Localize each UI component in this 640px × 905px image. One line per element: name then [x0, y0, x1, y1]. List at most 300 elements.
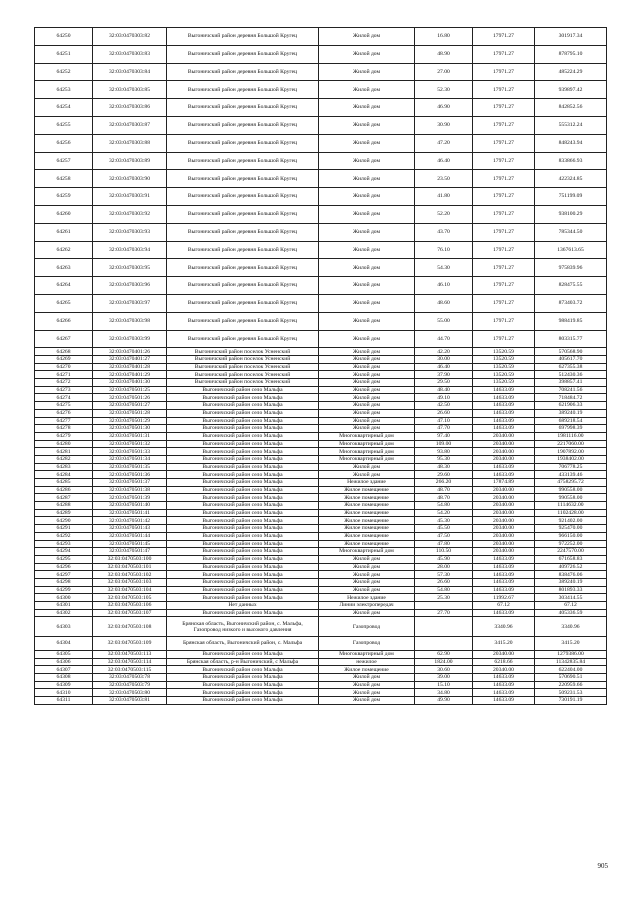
cell-cadastral-value: 1907892.00 [535, 448, 607, 456]
cell-specific-value: 13520.59 [473, 379, 535, 387]
cell-specific-value: 14633.09 [473, 555, 535, 563]
table-row [35, 540, 607, 548]
cell-address: Выгоничский район село Мальфа [167, 463, 319, 471]
cell-address: Выгоничский район село Мальфа [167, 609, 319, 617]
table-row [35, 517, 607, 525]
cell-cadastral-number: 32:03:0470503:101 [93, 563, 167, 571]
cell-specific-value: 14633.09 [473, 402, 535, 410]
table-row [35, 594, 607, 602]
table-row [35, 617, 607, 637]
cell-cadastral-value: 1102428.00 [535, 509, 607, 517]
cell-row-number: 64281 [35, 448, 93, 456]
table-row [35, 223, 607, 241]
cell-area: 47.80 [415, 540, 473, 548]
cell-area: 52.30 [415, 81, 473, 99]
cell-row-number: 64294 [35, 548, 93, 556]
cell-area: 27.00 [415, 63, 473, 81]
cell-area: 46.10 [415, 277, 473, 295]
cell-object-type: Жилой дом [319, 205, 415, 223]
cell-object-type: Жилой дом [319, 259, 415, 277]
table-row [35, 63, 607, 81]
cell-area: 47.20 [415, 134, 473, 152]
table-row [35, 689, 607, 697]
cell-object-type: Линии электропередач [319, 602, 415, 610]
cell-cadastral-value: 405336.59 [535, 609, 607, 617]
cell-cadastral-number: 32:03:0470501:45 [93, 540, 167, 548]
cell-address: Выгоничский район село Мальфа [167, 525, 319, 533]
cell-address: Выгоничский район деревня Большой Кругец [167, 63, 319, 81]
cell-cadastral-value: 801893.33 [535, 586, 607, 594]
cell-cadastral-value: 627355.38 [535, 363, 607, 371]
table-row [35, 471, 607, 479]
cell-cadastral-number: 32:03:0470503:78 [93, 673, 167, 681]
cell-cadastral-value: 422324.85 [535, 170, 607, 188]
cell-cadastral-number: 32:03:0470503:108 [93, 617, 167, 637]
cell-object-type: Жилой дом [319, 417, 415, 425]
cell-address: Брянская область, Выгоничский район, с. Мальфа [167, 636, 319, 650]
cell-cadastral-number: 32:03:0470503:115 [93, 666, 167, 674]
cell-cadastral-value: 622404.00 [535, 666, 607, 674]
cell-object-type: Жилой дом [319, 294, 415, 312]
cell-cadastral-value: 842852.56 [535, 99, 607, 117]
cell-specific-value: 17971.27 [473, 312, 535, 330]
table-row [35, 486, 607, 494]
table-row [35, 673, 607, 681]
cell-specific-value: 20340.00 [473, 494, 535, 502]
cell-cadastral-value: 1114632.00 [535, 502, 607, 510]
cell-address: Выгоничский район село Мальфа [167, 689, 319, 697]
cell-object-type: Жилой дом [319, 363, 415, 371]
table-row [35, 602, 607, 610]
cell-area: 45.30 [415, 517, 473, 525]
table-row [35, 494, 607, 502]
table-row [35, 697, 607, 705]
cell-row-number: 64269 [35, 356, 93, 364]
cell-cadastral-number: 32:03:0470303:98 [93, 312, 167, 330]
table-row [35, 479, 607, 487]
cell-area: 93.80 [415, 448, 473, 456]
cell-cadastral-number: 32:03:0470303:95 [93, 259, 167, 277]
cell-object-type: Жилой дом [319, 63, 415, 81]
cell-area: 34.80 [415, 689, 473, 697]
cell-object-type: Многоквартирный дом [319, 455, 415, 463]
table-row [35, 205, 607, 223]
cell-area [415, 617, 473, 637]
table-row [35, 425, 607, 433]
cell-row-number: 64286 [35, 486, 93, 494]
cell-area: 54.30 [415, 259, 473, 277]
cell-area: 266.20 [415, 479, 473, 487]
cell-address: Выгоничский район село Мальфа [167, 432, 319, 440]
cell-area: 46.40 [415, 363, 473, 371]
table-row [35, 448, 607, 456]
cell-row-number: 64264 [35, 277, 93, 295]
cell-cadastral-number: 32:03:0470303:99 [93, 330, 167, 348]
cell-address: Выгоничский район деревня Большой Кругец [167, 205, 319, 223]
cell-row-number: 64309 [35, 681, 93, 689]
table-row [35, 330, 607, 348]
table-row [35, 363, 607, 371]
cell-cadastral-number: 32:03:0470503:103 [93, 578, 167, 586]
cell-address: Выгоничский район село Мальфа [167, 502, 319, 510]
cell-cadastral-number: 32:03:0470303:92 [93, 205, 167, 223]
cell-object-type: Жилой дом [319, 312, 415, 330]
cell-specific-value: 14633.09 [473, 697, 535, 705]
cell-area: 109.00 [415, 440, 473, 448]
cell-address: Выгоничский район деревня Большой Кругец [167, 99, 319, 117]
cell-object-type: Жилой дом [319, 681, 415, 689]
table-row [35, 152, 607, 170]
cell-cadastral-value: 433139.46 [535, 471, 607, 479]
cell-specific-value: 14633.09 [473, 689, 535, 697]
cell-specific-value: 17971.27 [473, 134, 535, 152]
table-row [35, 578, 607, 586]
cell-address: Выгоничский район село Мальфа [167, 673, 319, 681]
cell-cadastral-value: 803315.77 [535, 330, 607, 348]
cell-address: Выгоничский район поселок Усненский [167, 379, 319, 387]
cell-address: Выгоничский район село Мальфа [167, 532, 319, 540]
table-row [35, 502, 607, 510]
cell-cadastral-value: 220959.66 [535, 681, 607, 689]
table-row [35, 409, 607, 417]
cell-area: 26.60 [415, 409, 473, 417]
cell-specific-value: 14633.09 [473, 409, 535, 417]
cadastral-table [34, 27, 607, 705]
cell-object-type: Жилой дом [319, 425, 415, 433]
cell-cadastral-number: 32:03:0470501:44 [93, 532, 167, 540]
cell-cadastral-value: 512430.36 [535, 371, 607, 379]
table-row [35, 394, 607, 402]
cell-cadastral-value: 828475.55 [535, 277, 607, 295]
cell-cadastral-value: 972252.00 [535, 540, 607, 548]
cell-object-type: Жилой дом [319, 116, 415, 134]
cell-cadastral-number: 32:03:0470303:93 [93, 223, 167, 241]
cell-object-type: Жилой дом [319, 555, 415, 563]
cell-object-type: Жилой дом [319, 152, 415, 170]
cell-object-type: Жилой дом [319, 45, 415, 63]
cell-cadastral-value: 1938402.00 [535, 455, 607, 463]
cell-cadastral-number: 32:03:0470501:39 [93, 494, 167, 502]
cell-address: Выгоничский район село Мальфа [167, 555, 319, 563]
cell-row-number: 64257 [35, 152, 93, 170]
cell-object-type: Нежилое здание [319, 594, 415, 602]
cell-cadastral-number: 32:03:0470303:96 [93, 277, 167, 295]
cell-cadastral-number: 32:03:0470303:84 [93, 63, 167, 81]
cell-address: Выгоничский район село Мальфа [167, 455, 319, 463]
table-row [35, 81, 607, 99]
table-row [35, 379, 607, 387]
cell-row-number: 64296 [35, 563, 93, 571]
cell-area: 27.70 [415, 609, 473, 617]
table-row [35, 116, 607, 134]
cell-specific-value: 17971.27 [473, 223, 535, 241]
cell-specific-value: 14633.09 [473, 578, 535, 586]
cell-address: Выгоничский район село Мальфа [167, 578, 319, 586]
cell-specific-value: 17971.27 [473, 277, 535, 295]
cell-cadastral-number: 32:03:0470503:106 [93, 602, 167, 610]
cell-address: Выгоничский район деревня Большой Кругец [167, 223, 319, 241]
cell-area: 97.40 [415, 432, 473, 440]
table-row [35, 277, 607, 295]
cell-row-number: 64290 [35, 517, 93, 525]
cell-cadastral-number: 32:03:0470501:37 [93, 479, 167, 487]
cell-area: 47.50 [415, 532, 473, 540]
cell-area: 30.60 [415, 666, 473, 674]
cell-area: 23.50 [415, 170, 473, 188]
cell-address: Выгоничский район деревня Большой Кругец [167, 28, 319, 46]
cell-address: Брянская область, Выгоничский район, с. Мальфа, Газопровод низкого и высокого давления [167, 617, 319, 637]
cell-row-number: 64277 [35, 417, 93, 425]
cell-object-type: Жилой дом [319, 134, 415, 152]
cell-row-number: 64283 [35, 463, 93, 471]
cell-specific-value: 3415.20 [473, 636, 535, 650]
cell-row-number: 64311 [35, 697, 93, 705]
cell-cadastral-number: 32:03:0470303:85 [93, 81, 167, 99]
cell-address: Выгоничский район деревня Большой Кругец [167, 241, 319, 259]
cell-area: 29.60 [415, 471, 473, 479]
table-row [35, 571, 607, 579]
table-row [35, 532, 607, 540]
cell-object-type: Нежилое здание [319, 479, 415, 487]
cell-area: 29.50 [415, 379, 473, 387]
cell-specific-value: 17971.27 [473, 99, 535, 117]
cell-cadastral-number: 32:03:0470303:87 [93, 116, 167, 134]
cell-specific-value: 20340.00 [473, 666, 535, 674]
cell-specific-value: 17971.27 [473, 188, 535, 206]
table-row [35, 348, 607, 356]
cell-row-number: 64297 [35, 571, 93, 579]
cell-area: 37.90 [415, 371, 473, 379]
cell-object-type: Жилое помещение [319, 540, 415, 548]
cell-address: Выгоничский район деревня Большой Кругец [167, 152, 319, 170]
cell-address: Выгоничский район село Мальфа [167, 494, 319, 502]
cell-area: 42.20 [415, 348, 473, 356]
cell-address: Выгоничский район село Мальфа [167, 417, 319, 425]
cell-row-number: 64255 [35, 116, 93, 134]
cell-object-type: Жилой дом [319, 223, 415, 241]
cell-cadastral-value: 873403.72 [535, 294, 607, 312]
cell-specific-value: 6218.66 [473, 658, 535, 666]
cell-cadastral-value: 708241.56 [535, 386, 607, 394]
cell-cadastral-value: 389240.19 [535, 578, 607, 586]
cell-object-type: Жилое помещение [319, 532, 415, 540]
cell-cadastral-number: 32:03:0470503:80 [93, 689, 167, 697]
cell-area: 54.20 [415, 509, 473, 517]
cell-cadastral-number: 32:03:0470401:30 [93, 379, 167, 387]
cell-specific-value: 17971.27 [473, 294, 535, 312]
table-row [35, 548, 607, 556]
cell-object-type: Многоквартирный дом [319, 448, 415, 456]
cell-cadastral-value: 389240.19 [535, 409, 607, 417]
cell-row-number: 64274 [35, 394, 93, 402]
cell-cadastral-number: 32:03:0470401:26 [93, 348, 167, 356]
table-row [35, 666, 607, 674]
cell-area: 54.80 [415, 502, 473, 510]
cell-cadastral-value: 706778.25 [535, 463, 607, 471]
cell-row-number: 64279 [35, 432, 93, 440]
cell-object-type: Жилой дом [319, 563, 415, 571]
cell-address: Выгоничский район деревня Большой Кругец [167, 277, 319, 295]
table-row [35, 294, 607, 312]
cell-cadastral-number: 32:03:0470501:40 [93, 502, 167, 510]
cell-cadastral-number: 32:03:0470501:36 [93, 471, 167, 479]
cell-area: 25.30 [415, 594, 473, 602]
cell-area: 30.00 [415, 356, 473, 364]
table-row [35, 417, 607, 425]
cell-object-type: Жилой дом [319, 81, 415, 99]
cell-address: Выгоничский район село Мальфа [167, 386, 319, 394]
table-row [35, 563, 607, 571]
cell-specific-value: 20340.00 [473, 532, 535, 540]
cell-row-number: 64270 [35, 363, 93, 371]
cell-row-number: 64250 [35, 28, 93, 46]
cell-cadastral-value: 2247570.00 [535, 548, 607, 556]
cell-row-number: 64284 [35, 471, 93, 479]
cell-row-number: 64308 [35, 673, 93, 681]
cell-cadastral-value: 838476.06 [535, 571, 607, 579]
cell-address: Выгоничский район село Мальфа [167, 681, 319, 689]
cell-area [415, 602, 473, 610]
cell-address: Выгоничский район поселок Усненский [167, 356, 319, 364]
cell-row-number: 64304 [35, 636, 93, 650]
cell-specific-value: 14633.09 [473, 417, 535, 425]
cell-specific-value: 13520.59 [473, 371, 535, 379]
cell-area: 76.10 [415, 241, 473, 259]
cell-address: Выгоничский район деревня Большой Кругец [167, 330, 319, 348]
cell-cadastral-value: 621906.33 [535, 402, 607, 410]
cell-address: Выгоничский район село Мальфа [167, 540, 319, 548]
cell-cadastral-number: 32:03:0470303:97 [93, 294, 167, 312]
cell-object-type: Жилой дом [319, 170, 415, 188]
cell-cadastral-value: 405617.70 [535, 356, 607, 364]
table-row [35, 681, 607, 689]
cell-specific-value: 17971.27 [473, 205, 535, 223]
cell-area: 55.00 [415, 312, 473, 330]
cell-cadastral-value: 848243.94 [535, 134, 607, 152]
cell-area: 39.00 [415, 673, 473, 681]
cell-row-number: 64288 [35, 502, 93, 510]
cell-area: 43.70 [415, 223, 473, 241]
cell-cadastral-value: 570690.51 [535, 673, 607, 681]
cell-address: Выгоничский район село Мальфа [167, 517, 319, 525]
cell-specific-value: 20340.00 [473, 448, 535, 456]
table-row [35, 312, 607, 330]
cell-cadastral-number: 32:03:0470503:100 [93, 555, 167, 563]
cell-address: Выгоничский район село Мальфа [167, 425, 319, 433]
cell-row-number: 64268 [35, 348, 93, 356]
cell-cadastral-number: 32:03:0470501:27 [93, 402, 167, 410]
cell-object-type: Жилой дом [319, 394, 415, 402]
table-row [35, 636, 607, 650]
cell-cadastral-value: 409726.52 [535, 563, 607, 571]
cell-object-type: Жилой дом [319, 99, 415, 117]
cell-row-number: 64260 [35, 205, 93, 223]
cell-row-number: 64267 [35, 330, 93, 348]
cell-cadastral-value: 751199.09 [535, 188, 607, 206]
table-row [35, 28, 607, 46]
cell-cadastral-value: 990558.00 [535, 494, 607, 502]
cell-row-number: 64301 [35, 602, 93, 610]
table-row [35, 586, 607, 594]
cell-address: Выгоничский район село Мальфа [167, 486, 319, 494]
cell-area: 47.10 [415, 417, 473, 425]
cell-specific-value: 17971.27 [473, 45, 535, 63]
cell-specific-value: 17971.27 [473, 241, 535, 259]
cell-address: Выгоничский район село Мальфа [167, 402, 319, 410]
table-row [35, 99, 607, 117]
cell-cadastral-number: 32:03:0470303:91 [93, 188, 167, 206]
cell-cadastral-value: 689218.54 [535, 417, 607, 425]
cell-cadastral-number: 32:03:0470401:29 [93, 371, 167, 379]
table-row [35, 658, 607, 666]
cell-cadastral-number: 32:03:0470503:113 [93, 650, 167, 658]
cell-cadastral-number: 32:03:0470503:79 [93, 681, 167, 689]
cell-row-number: 64266 [35, 312, 93, 330]
table-row [35, 170, 607, 188]
cell-specific-value: 20340.00 [473, 525, 535, 533]
cell-row-number: 64282 [35, 455, 93, 463]
cell-specific-value: 20340.00 [473, 517, 535, 525]
cell-cadastral-value: 485224.29 [535, 63, 607, 81]
cell-specific-value: 20340.00 [473, 440, 535, 448]
cell-area: 48.30 [415, 463, 473, 471]
cell-cadastral-value: 671658.83 [535, 555, 607, 563]
cell-specific-value: 17971.27 [473, 28, 535, 46]
cell-area: 110.50 [415, 548, 473, 556]
cell-row-number: 64285 [35, 479, 93, 487]
cell-cadastral-value: 11342835.84 [535, 658, 607, 666]
cell-cadastral-number: 32:03:0470503:81 [93, 697, 167, 705]
cell-cadastral-number: 32:03:0470501:32 [93, 440, 167, 448]
cell-address: Выгоничский район село Мальфа [167, 666, 319, 674]
cell-area: 95.30 [415, 455, 473, 463]
cell-specific-value: 17971.27 [473, 170, 535, 188]
cell-object-type: Жилое помещение [319, 502, 415, 510]
cell-cadastral-number: 32:03:0470501:34 [93, 455, 167, 463]
cell-specific-value: 14633.09 [473, 386, 535, 394]
cell-specific-value: 14633.09 [473, 394, 535, 402]
table-row [35, 609, 607, 617]
cell-address: Выгоничский район село Мальфа [167, 440, 319, 448]
cell-specific-value: 17971.27 [473, 63, 535, 81]
cell-cadastral-value: 4758295.72 [535, 479, 607, 487]
cell-object-type: Жилой дом [319, 586, 415, 594]
cell-address: Выгоничский район село Мальфа [167, 479, 319, 487]
cell-cadastral-value: 398857.41 [535, 379, 607, 387]
cell-cadastral-number: 32:03:0470501:43 [93, 525, 167, 533]
cell-address: Выгоничский район село Мальфа [167, 650, 319, 658]
cell-specific-value: 14633.09 [473, 425, 535, 433]
cell-object-type: Жилой дом [319, 379, 415, 387]
cell-object-type: Жилое помещение [319, 494, 415, 502]
table-row [35, 402, 607, 410]
cell-row-number: 64253 [35, 81, 93, 99]
cell-cadastral-number: 32:03:0470503:104 [93, 586, 167, 594]
page-number: 905 [597, 862, 608, 870]
cell-specific-value: 14633.09 [473, 609, 535, 617]
cell-row-number: 64275 [35, 402, 93, 410]
cell-specific-value: 14633.09 [473, 681, 535, 689]
cell-object-type: Газопровод [319, 617, 415, 637]
cell-address: Выгоничский район деревня Большой Кругец [167, 45, 319, 63]
cell-cadastral-value: 303414.55 [535, 594, 607, 602]
cell-cadastral-value: 3340.96 [535, 617, 607, 637]
table-row [35, 650, 607, 658]
cell-cadastral-number: 32:03:0470503:109 [93, 636, 167, 650]
cell-object-type: Жилой дом [319, 578, 415, 586]
cell-row-number: 64295 [35, 555, 93, 563]
cell-cadastral-number: 32:03:0470501:31 [93, 432, 167, 440]
